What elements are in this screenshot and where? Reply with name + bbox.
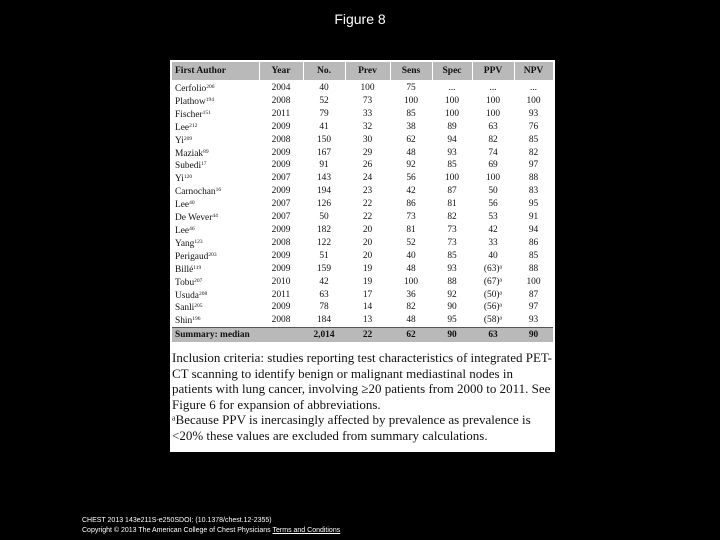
cell-npv: 88 [528,173,539,184]
col-header-year: Year [259,62,303,80]
cell-sens: 92 [406,160,416,171]
cell-ppv: 40 [488,250,498,261]
summary-row [172,328,553,343]
cell-ppv: (67)ᵃ [483,276,503,287]
cell-year: 2010 [271,276,291,287]
author-name: Usuda [175,290,199,301]
cell-npv: 85 [528,250,539,261]
cell-author [172,108,259,121]
cell-spec: 81 [447,199,457,210]
col-header-prev: Prev [345,62,390,80]
cell-author [172,301,259,314]
table-row [172,95,553,108]
author-name: Yang [175,238,195,249]
cell-no: 182 [316,224,332,235]
cell-ppv: 63 [488,121,498,132]
cell-prev: 17 [362,289,373,300]
cell-author [172,276,259,289]
author-name: Shin [175,316,193,327]
table-row [172,276,553,289]
table-header-row [172,62,553,80]
author-name: Cerfolio [175,84,207,94]
cell-sens: 75 [406,83,416,93]
cell-ppv: 100 [485,95,501,106]
table-row [172,211,553,224]
cell-prev: 20 [362,224,373,235]
cell-no: 150 [316,134,332,145]
table-row [172,289,553,302]
reference-number: 206 [206,84,215,90]
cell-prev: 22 [362,212,373,223]
cell-spec: 92 [447,289,457,300]
cell-author [172,224,259,237]
cell-year: 2008 [271,95,291,106]
table-row [172,224,553,237]
reference-number: 194 [205,96,214,103]
cell-sens: 73 [406,212,416,223]
cell-year: 2009 [271,224,291,235]
table-row [172,250,553,263]
cell-spec: 95 [447,315,457,326]
cell-author [172,159,259,172]
study-table [172,62,554,342]
cell-prev: 32 [362,121,373,132]
reference-number: 17 [201,161,207,168]
cell-sens: 100 [403,276,419,287]
cell-spec: 88 [447,276,457,287]
cell-sens: 48 [406,147,416,158]
cell-no: 41 [319,121,329,132]
cell-spec: 85 [447,160,457,171]
cell-ppv: 100 [485,173,501,184]
author-name: Carnochan [175,187,216,198]
cell-spec: 85 [447,250,457,261]
ppv-footnote: ᵃBecause PPV is inercasingly affected by prevalence as prevalence is <20% these values are excluded from summary calculations. [172,412,531,443]
cell-author [172,289,259,302]
author-name: Maziak [175,148,204,159]
cell-no: 63 [319,289,329,300]
cell-spec: 73 [447,237,457,248]
cell-author [172,95,259,108]
cell-prev: 24 [362,173,373,184]
summary-year [259,328,303,343]
figure-image [170,60,555,452]
cell-npv: 83 [528,186,539,197]
cell-sens: 48 [406,263,416,274]
author-name: Sanli [175,303,195,314]
cell-no: 50 [319,212,329,223]
cell-ppv: 74 [488,147,498,158]
cell-year: 2009 [271,160,291,171]
cell-no: 194 [316,186,332,197]
reference-number: 89 [203,148,209,155]
cell-spec: 100 [444,173,460,184]
col-header-npv: NPV [514,62,553,80]
table-row [172,172,553,185]
summary-sens: 62 [390,328,432,343]
table-row [172,198,553,211]
summary-spec: 90 [432,328,472,343]
cell-sens: 38 [406,121,416,132]
cell-npv: 100 [526,95,541,106]
cell-ppv: 33 [488,237,498,248]
cell-ppv: (56)ᵃ [483,302,503,313]
reference-number: 46 [189,225,195,232]
cell-prev: 23 [362,186,373,197]
cell-npv: 85 [528,134,539,145]
cell-ppv: 50 [488,186,498,197]
cell-npv: ... [529,83,538,93]
cell-author [172,250,259,263]
cell-prev: 20 [362,250,373,261]
cell-npv: 93 [528,108,539,119]
cell-npv: 86 [528,237,539,248]
cell-no: 122 [316,237,332,248]
author-name: Subedi [175,161,202,172]
cell-author [172,314,259,327]
copyright-text: Copyright © 2013 The American College of Chest Physicians [82,527,271,534]
cell-ppv: (50)ᵃ [483,289,503,300]
cell-sens: 48 [406,315,416,326]
reference-number: 196 [192,316,201,323]
cell-no: 167 [316,147,332,158]
cell-sens: 36 [406,289,416,300]
cell-npv: 97 [528,302,539,313]
table-row [172,159,553,172]
table-row [172,121,553,134]
author-name: Yi [175,174,184,185]
cell-sens: 81 [406,224,416,235]
author-name: Yi [175,135,184,146]
cell-author [172,198,259,211]
author-name: Lee [175,225,190,236]
inclusion-criteria-note: Inclusion criteria: studies reporting test characteristics of integrated PET-CT scanning to identify benign or malignant mediastinal nodes in patients with lung cancer, involving ≥20 patients from 2000 to 2011. See Figure 6 for expansion of abbreviations. [172,350,553,412]
cell-prev: 19 [362,263,373,274]
reference-number: 123 [194,238,203,245]
col-header-spec: Spec [432,62,472,80]
col-header-ppv: PPV [472,62,514,80]
cell-spec: 90 [447,302,457,313]
cell-year: 2009 [271,121,291,132]
cell-no: 91 [319,160,329,171]
cell-spec: 73 [447,224,457,235]
cell-no: 51 [319,250,329,261]
cell-ppv: ... [489,83,497,93]
table-row [172,134,553,147]
cell-year: 2008 [271,315,291,326]
cell-prev: 22 [362,199,373,210]
cell-no: 143 [316,173,332,184]
slide-footer [82,516,340,536]
cell-npv: 76 [528,121,539,132]
cell-prev: 30 [362,134,373,145]
cell-year: 2011 [271,289,291,300]
reference-number: 205 [194,303,203,310]
author-name: Plathow [175,96,206,107]
cell-npv: 94 [528,224,539,235]
cell-sens: 56 [406,173,416,184]
cell-no: 159 [316,263,332,274]
cell-no: 79 [319,108,329,119]
cell-ppv: 100 [485,108,501,119]
cell-npv: 97 [528,160,539,171]
reference-number: 44 [212,213,218,220]
author-name: Lee [175,200,190,211]
cell-author [172,211,259,224]
cell-year: 2008 [271,237,291,248]
col-header-first-author: First Author [172,62,259,80]
summary-npv: 90 [514,328,553,343]
cell-spec: ... [448,83,456,93]
cell-ppv: 82 [488,134,498,145]
summary-prev: 22 [345,328,390,343]
cell-spec: 87 [447,186,457,197]
cell-sens: 100 [403,95,419,106]
cell-prev: 100 [360,83,375,93]
table-row [172,301,553,314]
reference-number: 203 [208,251,217,258]
cell-year: 2009 [271,147,291,158]
cell-npv: 95 [528,199,539,210]
cell-ppv: 53 [488,212,498,223]
copyright-line [82,526,340,536]
cell-spec: 93 [447,147,457,158]
cell-prev: 33 [362,108,373,119]
cell-no: 40 [319,83,329,93]
cell-ppv: (63)ᵃ [483,263,503,274]
cell-no: 126 [316,199,332,210]
cell-author [172,147,259,160]
cell-ppv: (58)ᵃ [483,315,503,326]
cell-year: 2009 [271,186,291,197]
cell-prev: 14 [362,302,373,313]
cell-prev: 20 [362,237,373,248]
cell-year: 2004 [271,83,291,93]
cell-sens: 62 [406,134,416,145]
cell-author [172,263,259,276]
cell-prev: 73 [362,95,373,106]
cell-author [172,185,259,198]
cell-year: 2011 [271,108,291,119]
cell-year: 2008 [271,134,291,145]
summary-no: 2,014 [303,328,345,343]
cell-sens: 52 [406,237,416,248]
slide-title: Figure 8 [334,11,386,27]
summary-label: Summary: median [172,328,259,343]
cell-author [172,80,259,95]
author-name: Billé [175,264,194,275]
cell-no: 42 [319,276,329,287]
cell-npv: 82 [528,147,539,158]
cell-year: 2009 [271,302,291,313]
cell-sens: 42 [406,186,416,197]
reference-number: 40 [189,200,195,207]
table-row [172,263,553,276]
reference-number: 120 [183,174,193,181]
reference-number: 208 [198,290,208,297]
reference-number: 207 [194,277,203,284]
cell-npv: 100 [526,276,541,287]
cell-sens: 82 [406,302,416,313]
citation-text: CHEST 2013 143e211S-e250SDOI: (10.1378/chest.12-2355) [82,517,272,524]
table-row [172,108,553,121]
cell-no: 52 [319,95,329,106]
cell-ppv: 69 [488,160,498,171]
table-row [172,80,553,95]
author-name: Fischer [175,109,203,120]
author-name: Perigaud [175,251,209,262]
cell-ppv: 56 [488,199,498,210]
cell-npv: 93 [528,315,539,326]
reference-number: 119 [193,264,202,271]
cell-author [172,172,259,185]
cell-prev: 13 [362,315,373,326]
author-name: Lee [175,122,190,133]
cell-prev: 29 [362,147,373,158]
table-row [172,314,553,327]
cell-year: 2009 [271,250,291,261]
cell-year: 2007 [271,173,291,184]
cell-prev: 26 [362,160,373,171]
reference-number: 212 [189,122,198,129]
cell-sens: 40 [406,250,416,261]
cell-spec: 94 [447,134,457,145]
cell-spec: 93 [447,263,457,274]
table-row [172,185,553,198]
cell-author [172,134,259,147]
cell-sens: 86 [406,199,416,210]
cell-author [172,237,259,250]
cell-no: 184 [316,315,332,326]
col-header-no: No. [303,62,345,80]
cell-spec: 89 [447,121,457,132]
cell-no: 78 [319,302,329,313]
cell-npv: 88 [528,263,539,274]
terms-and-conditions-link[interactable]: Terms and Conditions [272,527,341,534]
reference-number: 209 [183,135,193,142]
cell-author [172,121,259,134]
table-row [172,147,553,160]
cell-ppv: 42 [488,224,498,235]
cell-year: 2009 [271,263,291,274]
reference-number: 16 [215,187,222,194]
cell-year: 2007 [271,199,291,210]
table-body [172,80,553,328]
cell-spec: 82 [447,212,457,223]
cell-npv: 91 [528,212,539,223]
cell-npv: 87 [528,289,539,300]
cell-spec: 100 [444,108,460,119]
cell-spec: 100 [444,95,460,106]
cell-prev: 19 [362,276,373,287]
cell-year: 2007 [271,212,291,223]
table-row [172,237,553,250]
author-name: De Wever [175,213,213,224]
reference-number: 151 [202,109,211,116]
table-notes [172,350,553,444]
summary-ppv: 63 [472,328,514,343]
author-name: Tobu [175,277,195,288]
cell-sens: 85 [406,108,416,119]
col-header-sens: Sens [390,62,432,80]
